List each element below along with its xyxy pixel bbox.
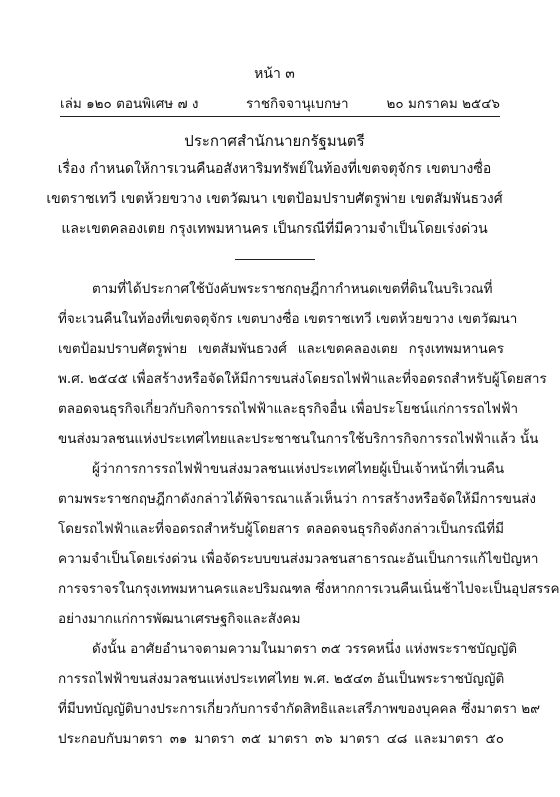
body-line: ที่จะเวนคืนในท้องที่เขตจตุจักร เขตบางซื่อ เขตราชเทวี เขตห้วยขวาง เขตวัฒนา [58,311,518,327]
subject-line: และเขตคลองเตย กรุงเทพมหานคร เป็นกรณีที่มีความจำเป็นโดยเร่งด่วน [61,221,488,237]
body-line: พ.ศ. ๒๕๔๕ เพื่อสร้างหรือจัดให้มีการขนส่งโดยรถไฟฟ้าและที่จอดรถสำหรับผู้โดยสาร [58,371,547,387]
body-line: ตามที่ได้ประกาศใช้บังคับพระราชกฤษฎีกากำหนดเขตที่ดินในบริเวณที่ [92,281,493,297]
body-line: ตามพระราชกฤษฎีกาดังกล่าวได้พิจารณาแล้วเห็นว่า การสร้างหรือจัดให้มีการขนส่ง [58,491,537,507]
body-line: ผู้ว่าการการรถไฟฟ้าขนส่งมวลชนแห่งประเทศไทยผู้เป็นเจ้าหน้าที่เวนคืน [92,461,505,477]
body-line: ดังนั้น อาศัยอำนาจตามความในมาตรา ๓๕ วรรคหนึ่ง แห่งพระราชบัญญัติ [92,641,517,657]
header-divider [60,116,500,117]
document-title: ประกาศสำนักนายกรัฐมนตรี [184,132,365,150]
body-line: อย่างมากแก่การพัฒนาเศรษฐกิจและสังคม [58,611,301,627]
subject-line: เรื่อง กำหนดให้การเวนคืนอสังหาริมทรัพย์ในท้องที่เขตจตุจักร เขตบางซื่อ [57,161,492,177]
page-number: หน้า ๓ [254,66,295,82]
body-line: การจราจรในกรุงเทพมหานครและปริมณฑล ซึ่งหากการเวนคืนเนิ่นช้าไปจะเป็นอุปสรรค [58,581,560,597]
body-line: โดยรถไฟฟ้าและที่จอดรถสำหรับผู้โดยสาร ตลอดจนธุรกิจดังกล่าวเป็นกรณีที่มี [58,521,504,537]
publication-date: ๒๐ มกราคม ๒๕๔๖ [386,96,500,112]
body-line: ความจำเป็นโดยเร่งด่วน เพื่อจัดระบบขนส่งมวลชนสาธารณะอันเป็นการแก้ไขปัญหา [58,551,539,567]
body-line: ประกอบกับมาตรา ๓๑ มาตรา ๓๕ มาตรา ๓๖ มาตรา ๔๘ และมาตรา ๕๐ [58,731,504,747]
subject-line: เขตราชเทวี เขตห้วยขวาง เขตวัฒนา เขตป้อมปราบศัตรูพ่าย เขตสัมพันธวงศ์ [46,191,503,207]
title-divider [235,259,315,260]
body-line: ที่มีบทบัญญัติบางประการเกี่ยวกับการจำกัดสิทธิและเสรีภาพของบุคคล ซึ่งมาตรา ๒๙ [58,701,541,717]
body-line: เขตป้อมปราบศัตรูพ่าย เขตสัมพันธวงศ์ และเขตคลองเตย กรุงเทพมหานคร [58,341,504,357]
body-line: ขนส่งมวลชนแห่งประเทศไทยและประชาชนในการใช้บริการกิจการรถไฟฟ้าแล้ว นั้น [58,431,539,447]
gazette-header [60,92,500,112]
body-line: การรถไฟฟ้าขนส่งมวลชนแห่งประเทศไทย พ.ศ. ๒๕๔๓ อันเป็นพระราชบัญญัติ [58,671,505,687]
body-line: ตลอดจนธุรกิจเกี่ยวกับกิจการรถไฟฟ้าและธุรกิจอื่น เพื่อประโยชน์แก่การรถไฟฟ้า [58,401,519,417]
gazette-name: ราชกิจจานุเบกษา [246,96,349,112]
volume-issue: เล่ม ๑๒๐ ตอนพิเศษ ๗ ง [60,96,199,112]
